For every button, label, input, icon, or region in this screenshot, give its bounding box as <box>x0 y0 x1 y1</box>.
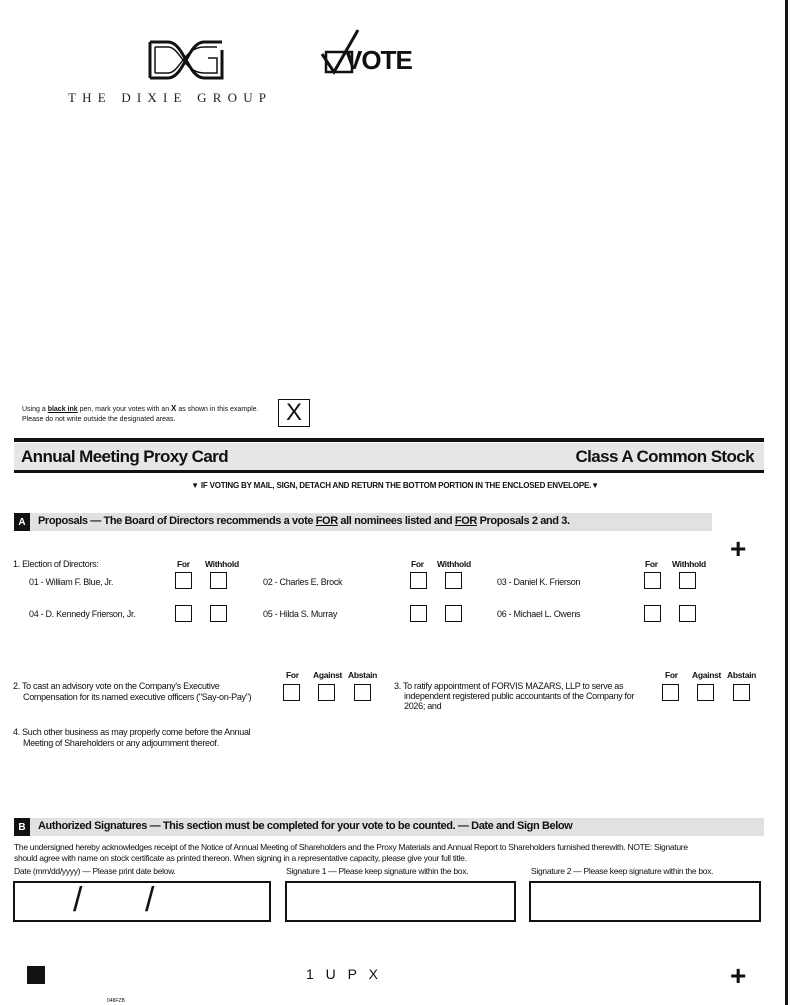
vote-logo-text <box>345 45 412 76</box>
nominee-04: 04 - D. Kennedy Frierson, Jr. <box>29 609 136 619</box>
proposal-2-line-1: 2. To cast an advisory vote on the Company's Executive <box>13 681 220 691</box>
col-for-2: For <box>411 559 424 569</box>
proposal-4-text <box>13 727 250 749</box>
nominee-03-withhold-checkbox[interactable] <box>679 572 696 589</box>
detach-notice: ▼ IF VOTING BY MAIL, SIGN, DETACH AND RETURN THE BOTTOM PORTION IN THE ENCLOSED ENVELOPE.▼ <box>191 481 599 490</box>
col-withhold-2: Withhold <box>437 559 471 569</box>
proposal-2-against-checkbox[interactable] <box>318 684 335 701</box>
registration-plus-top: + <box>730 533 747 564</box>
proposal-2-for-checkbox[interactable] <box>283 684 300 701</box>
section-b-heading: Authorized Signatures — This section must be completed for your vote to be counted. — Date and Sign Below <box>38 820 573 832</box>
title-bottom-rule <box>14 470 764 473</box>
registration-square <box>27 966 45 984</box>
signature-1-label: Signature 1 — Please keep signature within the box. <box>286 866 469 876</box>
proposal-2-abstain-checkbox[interactable] <box>354 684 371 701</box>
registration-plus-bottom: + <box>730 960 747 991</box>
instr-suffix: as shown in this example. <box>176 406 259 413</box>
nominee-02-withhold-checkbox[interactable] <box>445 572 462 589</box>
instr-x: X <box>171 404 177 413</box>
tiny-code: 048FZB <box>107 998 125 1004</box>
instruction-line-1 <box>22 404 259 415</box>
nominee-01-withhold-checkbox[interactable] <box>210 572 227 589</box>
title-top-rule <box>14 438 764 442</box>
signature-note <box>14 842 774 864</box>
date-separator-2: / <box>145 881 155 919</box>
nominee-05: 05 - Hilda S. Murray <box>263 609 338 619</box>
proposal-3-line-1: 3. To ratify appointment of FORVIS MAZARS, LLP to serve as <box>394 681 624 691</box>
nominee-02: 02 - Charles E. Brock <box>263 577 343 587</box>
p2-col-for: For <box>286 670 299 680</box>
date-label: Date (mm/dd/yyyy) — Please print date below. <box>14 866 176 876</box>
section-a-heading-post: Proposals 2 and 3. <box>476 515 570 527</box>
proposal-3-against-checkbox[interactable] <box>697 684 714 701</box>
proposal-3-line-2: independent registered public accountants of the Company for <box>404 691 635 701</box>
form-code: 1 U P X <box>306 966 382 982</box>
nominee-04-withhold-checkbox[interactable] <box>210 605 227 622</box>
proposal-4-line-2: Meeting of Shareholders or any adjournment thereof. <box>23 738 219 748</box>
date-input-box[interactable] <box>13 881 271 922</box>
col-for-3: For <box>645 559 658 569</box>
signature-note-line-1: The undersigned hereby acknowledges receipt of the Notice of Annual Meeting of Shareholders and the Proxy Materials and Annual Report to Shareholders furnished therewith. NOTE: Signature <box>14 842 688 852</box>
card-title: Annual Meeting Proxy Card <box>21 447 228 466</box>
nominee-03: 03 - Daniel K. Frierson <box>497 577 581 587</box>
instr-emph: black ink <box>47 406 78 413</box>
col-withhold-1: Withhold <box>205 559 239 569</box>
signature-1-box[interactable] <box>285 881 516 922</box>
signature-2-box[interactable] <box>529 881 761 922</box>
section-b-letter: B <box>14 818 30 836</box>
p2-col-against: Against <box>313 670 343 680</box>
proposal-4-line-1: 4. Such other business as may properly come before the Annual <box>13 727 251 737</box>
nominee-06: 06 - Michael L. Owens <box>497 609 581 619</box>
nominee-04-for-checkbox[interactable] <box>175 605 192 622</box>
ink-instructions <box>22 404 259 425</box>
p2-col-abstain: Abstain <box>348 670 378 680</box>
example-mark-box: X <box>278 399 310 427</box>
nominee-01-for-checkbox[interactable] <box>175 572 192 589</box>
proposal-3-text <box>394 681 634 711</box>
col-for-1: For <box>177 559 190 569</box>
nominee-02-for-checkbox[interactable] <box>410 572 427 589</box>
section-a-heading <box>38 515 570 527</box>
section-a-heading-for2: FOR <box>454 515 477 527</box>
signature-note-line-2: should agree with name on stock certificate as printed thereon. When signing in a representative capacity, please give your full title. <box>14 853 467 863</box>
p3-col-against: Against <box>692 670 722 680</box>
nominee-05-withhold-checkbox[interactable] <box>445 605 462 622</box>
nominee-06-withhold-checkbox[interactable] <box>679 605 696 622</box>
company-logo-text: THE DIXIE GROUP <box>68 90 273 105</box>
proposal-2-line-2: Compensation for its named executive officers ("Say-on-Pay") <box>23 692 252 702</box>
p3-col-for: For <box>665 670 678 680</box>
proposal-3-line-3: 2026; and <box>404 701 442 711</box>
nominee-03-for-checkbox[interactable] <box>644 572 661 589</box>
p3-col-abstain: Abstain <box>727 670 757 680</box>
nominee-01: 01 - William F. Blue, Jr. <box>29 577 114 587</box>
section-a-heading-pre: Proposals — The Board of Directors recommends a vote <box>38 515 316 527</box>
signature-2-label: Signature 2 — Please keep signature within the box. <box>531 866 714 876</box>
dixie-logo-icon <box>146 38 226 82</box>
proposal-3-for-checkbox[interactable] <box>662 684 679 701</box>
instruction-line-2: Please do not write outside the designated areas. <box>22 416 176 423</box>
vote-logo-label: VOTE <box>345 45 412 75</box>
nominee-05-for-checkbox[interactable] <box>410 605 427 622</box>
proposal-3-abstain-checkbox[interactable] <box>733 684 750 701</box>
col-withhold-3: Withhold <box>672 559 706 569</box>
stock-class-label: Class A Common Stock <box>575 447 754 466</box>
instr-mid: pen, mark your votes with an <box>77 406 172 413</box>
date-separator-1: / <box>73 881 83 919</box>
section-a-heading-for1: FOR <box>315 515 338 527</box>
section-a-heading-mid: all nominees listed and <box>337 515 455 527</box>
instr-prefix: Using a <box>22 406 48 413</box>
section-a-letter: A <box>14 513 30 531</box>
nominee-06-for-checkbox[interactable] <box>644 605 661 622</box>
proposal-2-text <box>13 681 251 703</box>
right-edge-rule <box>785 0 788 1005</box>
election-label: 1. Election of Directors: <box>13 559 99 569</box>
